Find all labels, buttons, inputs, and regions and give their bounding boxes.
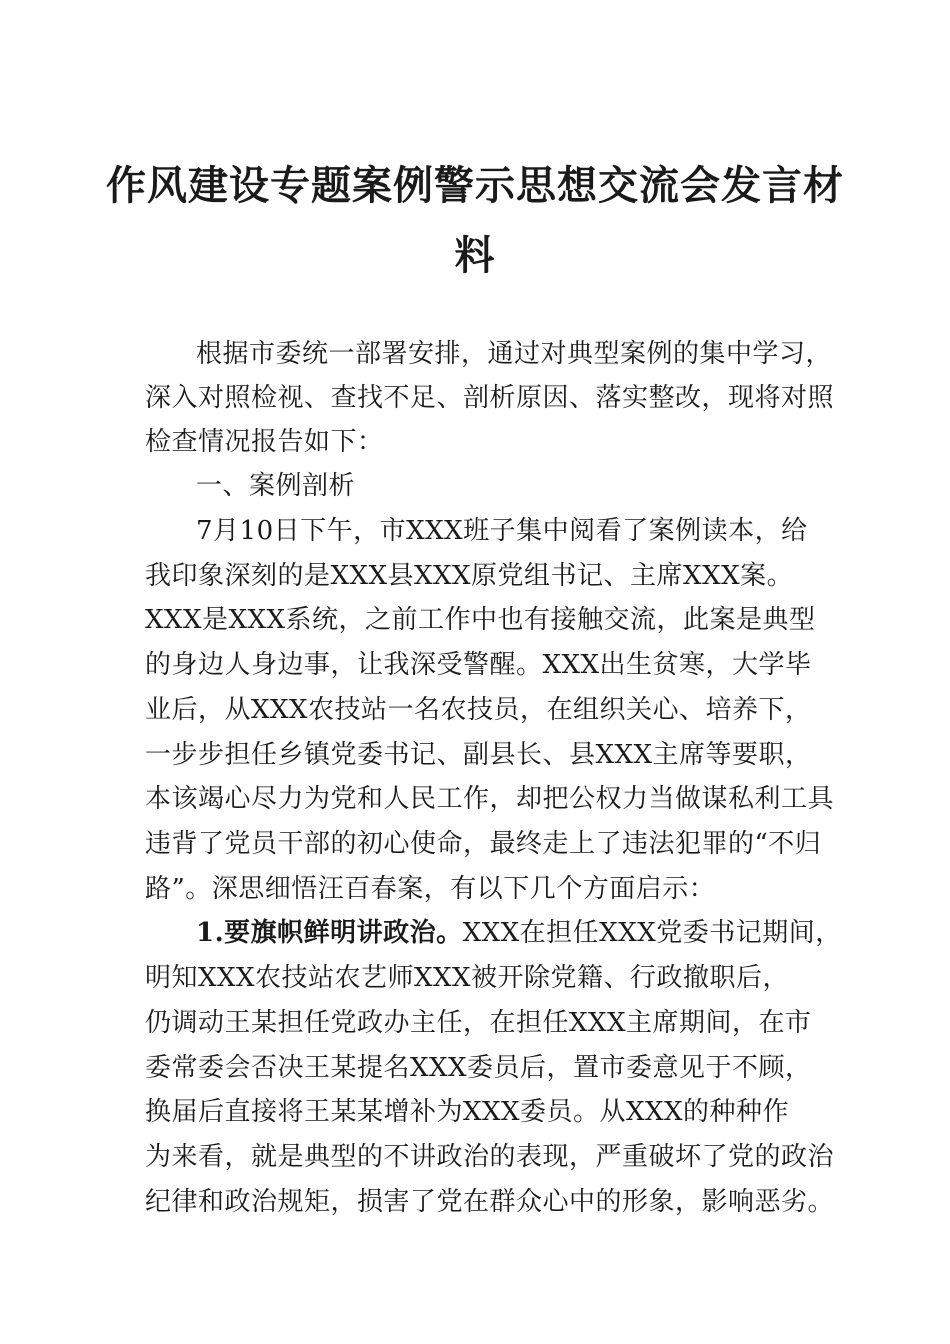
body-line: 换届后直接将王某某增补为XXX委员。从XXX的种种作 [145,1097,790,1127]
intro-line: 检查情况报告如下： [145,427,384,457]
body-line: 纪律和政治规矩，损害了党在群众心中的形象，影响恶劣。 [145,1187,835,1217]
body-line: 委常委会否决王某提名XXX委员后，置市委意见于不顾， [145,1053,812,1083]
intro-line: 深入对照检视、查找不足、剖析原因、落实整改，现将对照 [145,383,835,413]
body-line: 业后，从XXX农技站一名农技员，在组织关心、培养下， [145,695,812,725]
body-line: 仍调动王某担任党政办主任，在担任XXX主席期间，在市 [145,1008,812,1038]
intro-line: 根据市委统一部署安排，通过对典型案例的集中学习， [196,339,833,369]
body-line: 我印象深刻的是XXX县XXX原党组书记、主席XXX案。 [145,561,794,591]
point-1-first-text: XXX在担任XXX党委书记期间， [462,918,842,948]
body-line: 路”。深思细悟汪百春案，有以下几个方面启示： [145,874,716,904]
body-line: 本该竭心尽力为党和人民工作，却把公权力当做谋私利工具 [145,784,835,814]
section-heading: 一、案例剖析 [196,471,356,501]
body-line: XXX是XXX系统，之前工作中也有接触交流，此案是典型 [145,605,816,635]
body-line: 的身边人身边事，让我深受警醒。XXX出生贫寒，大学毕 [145,650,812,680]
body-line: 一步步担任乡镇党委书记、副县长、县XXX主席等要职， [145,740,812,770]
body-line: 明知XXX农技站农艺师XXX被开除党籍、行政撤职后， [145,963,790,993]
point-1-heading: 1.要旗帜鲜明讲政治。 [196,918,463,948]
point-1-first-line [196,915,842,951]
body-line: 7月10日下午，市XXX班子集中阅看了案例读本，给 [196,516,808,546]
document-title-line-1: 作风建设专题案例警示思想交流会发言材 [106,162,844,209]
body-line: 为来看，就是典型的不讲政治的表现，严重破坏了党的政治 [145,1142,835,1172]
document-title-line-2: 料 [454,232,496,279]
body-line: 违背了党员干部的初心使命，最终走上了违法犯罪的“不归 [145,829,822,859]
